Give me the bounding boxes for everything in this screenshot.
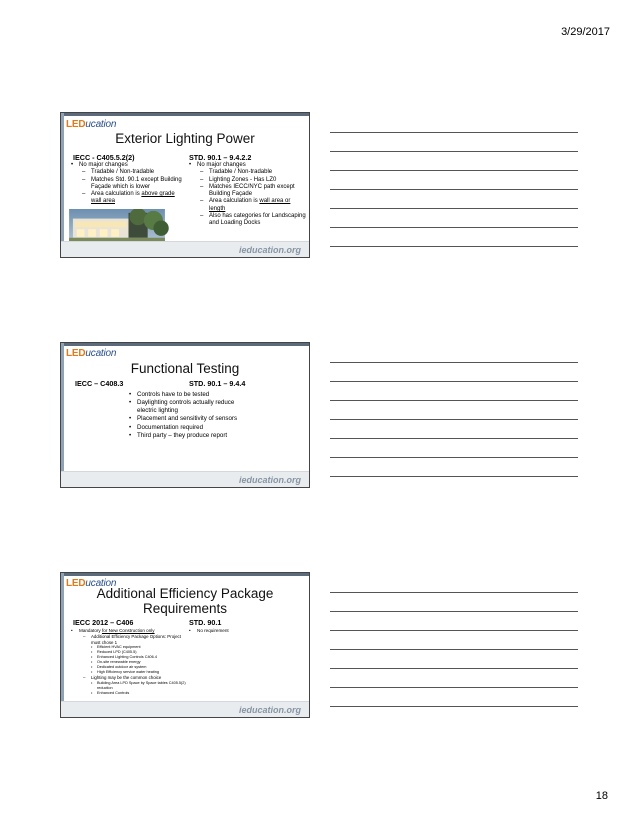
list-item: • Enhanced Controls	[71, 691, 186, 696]
slide-title: Additional Efficiency Package Requirements	[96, 586, 274, 616]
leducation-logo: LEDucation	[66, 119, 117, 130]
right-column-heading: STD. 90.1 – 9.4.2.2	[189, 153, 252, 162]
list-item: • Mandatory for New Construction only	[71, 628, 186, 634]
slide-footer-url: ieducation.org	[238, 245, 301, 255]
left-column-heading: IECC – C408.3	[75, 379, 124, 388]
note-line	[330, 419, 578, 420]
list-item: – Tradable / Non-tradable	[71, 169, 183, 176]
right-bullets	[189, 162, 307, 228]
note-line	[330, 687, 578, 688]
right-column-heading: STD. 90.1 – 9.4.4	[189, 379, 246, 388]
list-item: – Matches Std. 90.1 except Building Façade which is lower	[71, 177, 183, 192]
list-item: – Lighting may be the common choice	[71, 675, 186, 681]
list-item: • Documentation required	[129, 424, 239, 431]
slide-exterior-lighting-power	[60, 112, 310, 258]
list-item: • High Efficiency service water heating	[71, 670, 186, 675]
list-item: • Dedicated outdoor air system	[71, 665, 186, 670]
note-line	[330, 227, 578, 228]
list-item: • Reduced LPD (C405.5)	[71, 650, 186, 655]
slide-functional-testing	[60, 342, 310, 488]
center-bullets	[129, 391, 239, 439]
note-line	[330, 649, 578, 650]
slide-title: Functional Testing	[130, 361, 240, 376]
left-column-heading: IECC - C405.5.2(2)	[73, 153, 135, 162]
slide-title: Exterior Lighting Power	[115, 131, 255, 146]
left-bullets	[71, 628, 186, 696]
list-item: • Placement and sensitivity of sensors	[129, 415, 239, 422]
list-item: • Efficient HVAC equipment	[71, 645, 186, 650]
right-column-heading: STD. 90.1	[189, 618, 222, 627]
slide-top-bar	[61, 573, 309, 576]
slide-top-bar	[61, 113, 309, 116]
note-line	[330, 476, 578, 477]
list-item: • No major changes	[71, 162, 183, 169]
left-column-heading: IECC 2012 – C406	[73, 618, 134, 627]
list-item: • Third party – they produce report	[129, 432, 239, 439]
list-item: • No requirement	[189, 628, 304, 634]
list-item: • Controls have to be tested	[129, 391, 239, 398]
note-line	[330, 706, 578, 707]
note-line	[330, 362, 578, 363]
note-line	[330, 592, 578, 593]
note-line	[330, 246, 578, 247]
note-line	[330, 170, 578, 171]
note-line	[330, 400, 578, 401]
slide-top-bar	[61, 343, 309, 346]
note-line	[330, 438, 578, 439]
slide-additional-efficiency-package	[60, 572, 310, 718]
note-line	[330, 132, 578, 133]
list-item: – Matches IECC/NYC path except Building Façade	[189, 184, 307, 199]
list-item: – Also has categories for Landscaping and Loading Docks	[189, 213, 307, 228]
leducation-logo: LEDucation	[66, 348, 117, 359]
note-line	[330, 189, 578, 190]
list-item: – Area calculation is above grade wall area	[71, 191, 183, 206]
left-bullets	[71, 162, 183, 206]
list-item: – Additional Efficiency Package Options: Project must chose 1	[71, 634, 186, 645]
list-item: • Enhanced Lighting Controls C406.4	[71, 655, 186, 660]
slide-footer-url: ieducation.org	[238, 475, 301, 485]
slide-footer-url: ieducation.org	[238, 705, 301, 715]
list-item: • No major changes	[189, 162, 307, 169]
list-item: – Tradable / Non-tradable	[189, 169, 307, 176]
list-item: • Daylighting controls actually reduce electric lighting	[129, 399, 239, 414]
list-item: • On-site renewable energy	[71, 660, 186, 665]
list-item: – Lighting Zones - Has LZ0	[189, 177, 307, 184]
note-line	[330, 668, 578, 669]
note-line	[330, 457, 578, 458]
note-line	[330, 381, 578, 382]
list-item: • Building Area LPD Space by Space tables C405.5(2) reduction	[71, 681, 186, 691]
note-line	[330, 208, 578, 209]
note-line	[330, 611, 578, 612]
list-item: – Area calculation is wall area or length	[189, 198, 307, 213]
page-number: 18	[595, 790, 608, 802]
leducation-logo: LEDucation	[66, 578, 117, 589]
page-date: 3/29/2017	[561, 26, 610, 38]
note-line	[330, 151, 578, 152]
note-line	[330, 630, 578, 631]
right-bullets	[189, 628, 304, 634]
